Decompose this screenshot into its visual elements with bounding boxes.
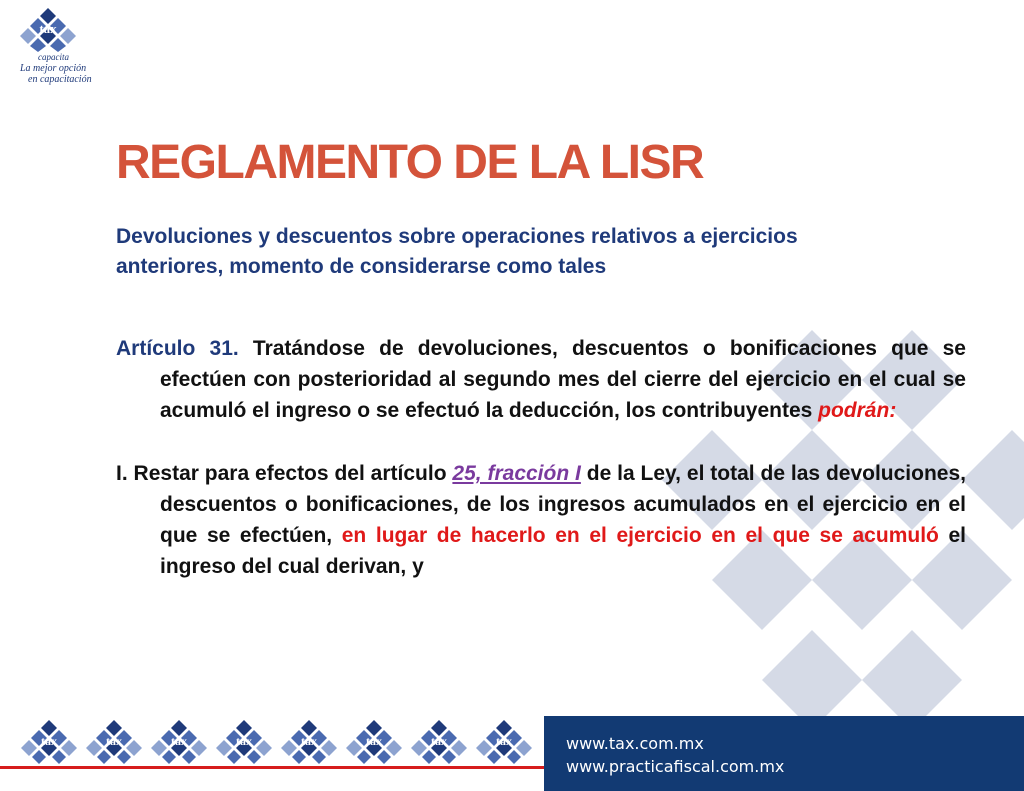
footer-logo-text: tax: [41, 734, 57, 748]
tax-logo: [18, 8, 98, 88]
footer-url-practicafiscal[interactable]: www.practicafiscal.com.mx: [566, 757, 785, 776]
article-25-link[interactable]: 25, fracción I: [452, 462, 581, 485]
article-paragraph: [116, 333, 966, 426]
footer-divider: [0, 766, 544, 769]
footer-tax-logo-icon: [215, 718, 273, 764]
footer-url-tax[interactable]: www.tax.com.mx: [566, 734, 704, 753]
fraction-paragraph: [116, 458, 966, 582]
logo-slogan: La mejor opción en capacitación: [20, 63, 92, 85]
footer-tax-logo-icon: [85, 718, 143, 764]
article-body: Tratándose de devoluciones, descuentos o bonificaciones que se efectúen con posterioridad al segundo mes del cierre del ejercicio en el cual se acumuló el ingreso o se efectuó la deducción, los contribuyentes: [160, 337, 966, 422]
footer-tax-logo-icon: [475, 718, 533, 764]
footer-tax-logo-icon: [280, 718, 338, 764]
footer-tax-logo-icon: [410, 718, 468, 764]
footer-logo-text: tax: [171, 734, 187, 748]
fraction-text-3: el ingreso del cual derivan, y: [160, 524, 966, 578]
section-subtitle: Devoluciones y descuentos sobre operaciones relativos a ejercicios anteriores, momento de considerarse como tales: [116, 225, 798, 278]
footer-tax-logo-icon: [345, 718, 403, 764]
footer-logo-strip: [20, 718, 540, 768]
page-title: REGLAMENTO DE LA LISR: [116, 136, 704, 189]
footer-tax-logo-icon: [150, 718, 208, 764]
footer-logo-text: tax: [301, 734, 317, 748]
tax-logo-icon: [18, 8, 78, 52]
footer-logo-text: tax: [496, 734, 512, 748]
footer-contact-box: [544, 716, 1024, 791]
footer-logo-text: tax: [236, 734, 252, 748]
article-label: Artículo 31.: [116, 337, 239, 360]
svg-text:tax: tax: [39, 21, 57, 36]
fraction-text-1: I. Restar para efectos del artículo: [116, 462, 453, 485]
footer-tax-logo-icon: [20, 718, 78, 764]
article-emphasis: podrán:: [818, 399, 897, 422]
footer-logo-text: tax: [366, 734, 382, 748]
footer-logo-text: tax: [106, 734, 122, 748]
logo-caption: capacita: [38, 52, 69, 62]
fraction-text-2: de la Ley, el total de las devoluciones, descuentos o bonificaciones, de los ingresos acumulados en el ejercicio en el que se efectúen,: [160, 462, 966, 547]
footer-logo-text: tax: [431, 734, 447, 748]
fraction-emphasis: en lugar de hacerlo en el ejercicio en el que se acumuló: [341, 524, 939, 547]
